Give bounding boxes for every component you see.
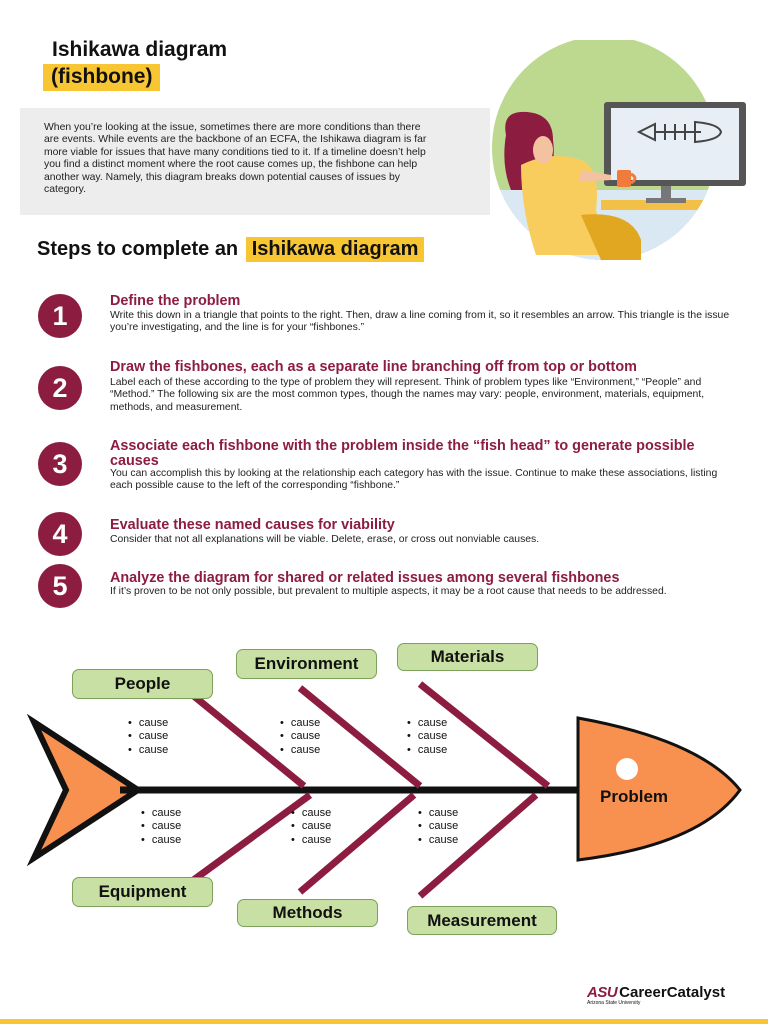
illustration-person-at-computer: [461, 40, 751, 265]
list-item: • cause: [291, 807, 331, 820]
list-item: • cause: [407, 730, 447, 743]
problem-label: Problem: [600, 787, 669, 806]
step-4-number: 4: [38, 512, 82, 556]
step-1-body: Write this down in a triangle that points to the right. Then, draw a line coming from it, so it resembles an arrow. This triangle is the issue you’re investigating, and the line is for your “fishbones.”: [110, 310, 730, 334]
steps-heading-prefix: Steps to complete an: [37, 238, 239, 260]
category-materials: Materials: [397, 643, 538, 671]
list-item: • cause: [291, 820, 331, 833]
category-people: People: [72, 669, 213, 699]
list-item: • cause: [407, 744, 447, 757]
step-2-number: 2: [38, 366, 82, 410]
cause-list-methods: [291, 807, 331, 847]
cause-list-materials: [407, 717, 447, 757]
list-item: • cause: [128, 717, 168, 730]
cause-list-equipment: [141, 807, 181, 847]
list-item: • cause: [418, 807, 458, 820]
list-item: • cause: [418, 834, 458, 847]
step-4-title: Evaluate these named causes for viability: [110, 517, 395, 533]
category-methods: Methods: [237, 899, 378, 927]
list-item: • cause: [418, 820, 458, 833]
bottom-accent-bar: [0, 1019, 768, 1024]
page-subtitle: (fishbone): [43, 64, 160, 91]
category-equipment: Equipment: [72, 877, 213, 907]
step-3-body: You can accomplish this by looking at the relationship each category has with the issue. Continue to make these associations, listing each possible cause to the left of the corresponding “fishbone.”: [110, 468, 718, 492]
intro-text: When you’re looking at the issue, sometimes there are more conditions than there are events. While events are the backbone of an ECFA, the Ishikawa diagram is far more viable for issues that have many conditions tied to it. If a timeline doesn’t help you find a distinct moment where the root cause comes up, the fishbone can help another way. Namely, this diagram breaks down potential causes of issues by category.: [44, 122, 427, 196]
step-2-body: Label each of these according to the type of problem they will represent. Think of problem types like “Environment,” “People” and “Method.” The following six are the most common types, though the names may vary: people, environment, materials, equipment, methods, and measurement.: [110, 377, 705, 413]
cause-list-environment: [280, 717, 320, 757]
list-item: • cause: [280, 730, 320, 743]
cause-list-measurement: [418, 807, 458, 847]
steps-heading: [37, 238, 424, 261]
brand-name: CareerCatalyst: [619, 984, 726, 1001]
step-3-number: 3: [38, 442, 82, 486]
list-item: • cause: [141, 820, 181, 833]
list-item: • cause: [141, 807, 181, 820]
category-environment: Environment: [236, 649, 377, 679]
fish-eye: [616, 758, 638, 780]
step-3-title: Associate each fishbone with the problem inside the “fish head” to generate possible causes: [110, 438, 695, 469]
step-5-body: If it’s proven to be not only possible, but prevalent to multiple aspects, it may be a root cause that needs to be addressed.: [110, 586, 667, 597]
step-5-title: Analyze the diagram for shared or related issues among several fishbones: [110, 570, 620, 586]
list-item: • cause: [407, 717, 447, 730]
step-1-number: 1: [38, 294, 82, 338]
list-item: • cause: [291, 834, 331, 847]
step-1-title: Define the problem: [110, 293, 241, 309]
list-item: • cause: [128, 730, 168, 743]
step-2-title: Draw the fishbones, each as a separate line branching off from top or bottom: [110, 359, 637, 375]
list-item: • cause: [141, 834, 181, 847]
asu-logo: ASU: [587, 984, 618, 1001]
careercatalyst-logo: [587, 984, 725, 1012]
cause-list-people: [128, 717, 168, 757]
list-item: • cause: [280, 744, 320, 757]
page-title: Ishikawa diagram: [52, 38, 228, 61]
category-measurement: Measurement: [407, 906, 557, 935]
steps-heading-highlight: Ishikawa diagram: [246, 237, 425, 262]
brand-subtitle: Arizona State University: [587, 1000, 641, 1006]
list-item: • cause: [128, 744, 168, 757]
step-5-number: 5: [38, 564, 82, 608]
step-4-body: Consider that not all explanations will be viable. Delete, erase, or cross out nonviable causes.: [110, 534, 540, 545]
list-item: • cause: [280, 717, 320, 730]
